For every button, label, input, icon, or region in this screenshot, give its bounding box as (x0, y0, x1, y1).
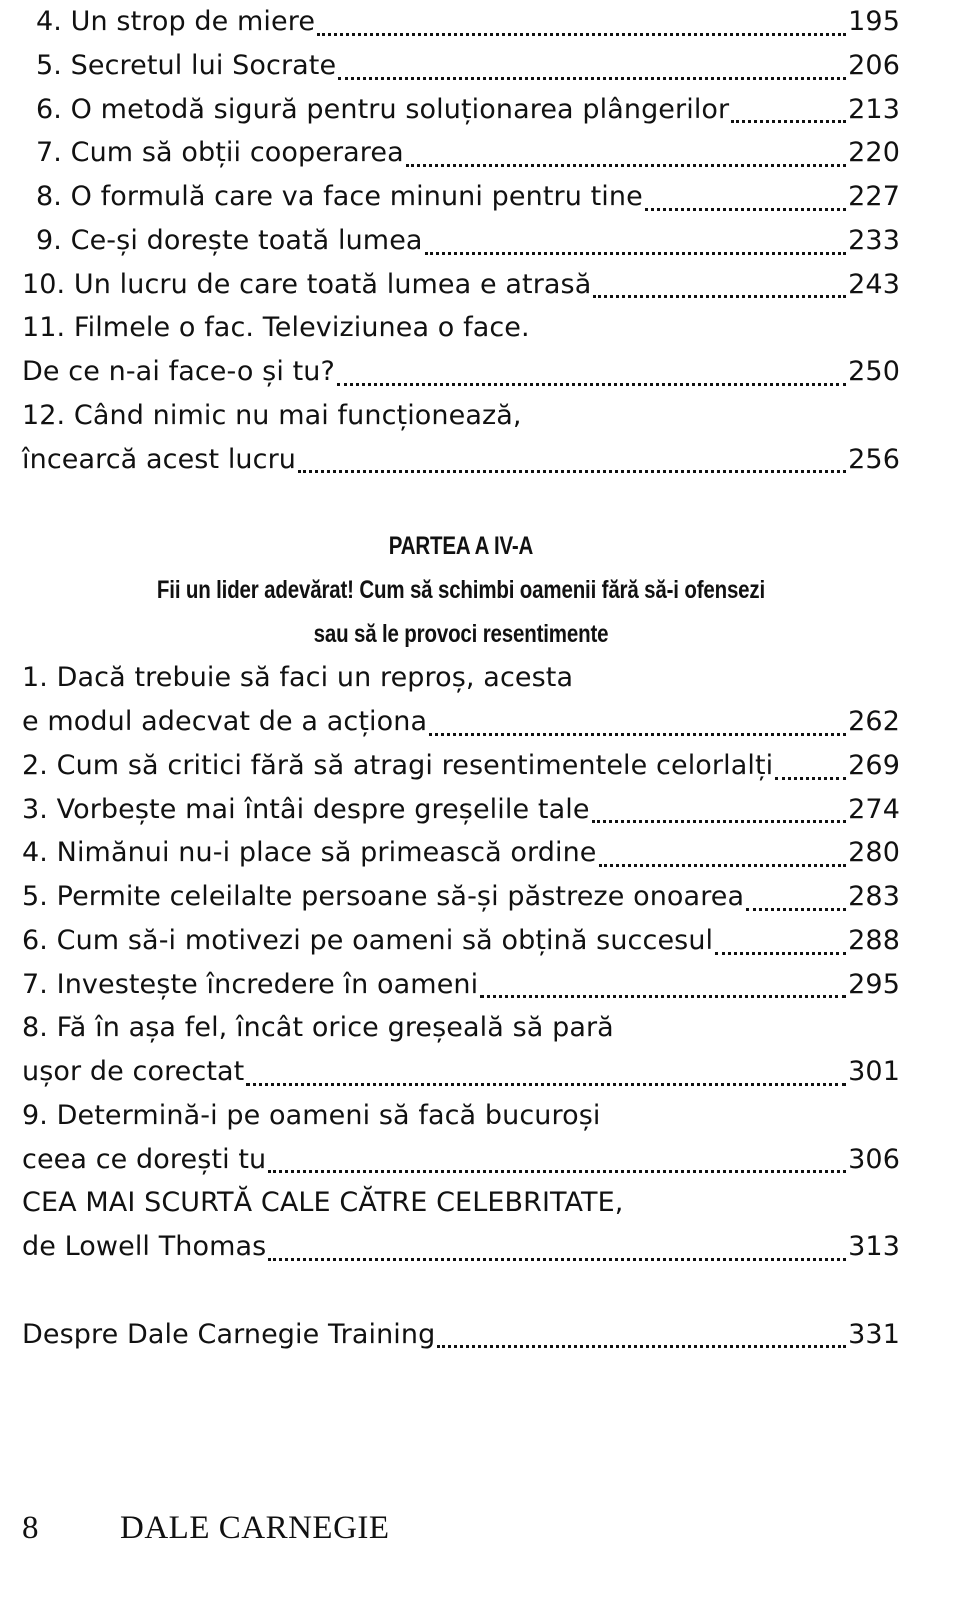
dot-leader (406, 151, 846, 171)
toc-section-end (22, 1313, 900, 1357)
toc-entry (22, 700, 900, 744)
toc-entry (22, 1094, 900, 1138)
table-of-contents (22, 0, 900, 1356)
page-footer (22, 1510, 390, 1547)
dot-leader (437, 1332, 846, 1352)
toc-entry-title: 4. Nimănui nu-i place să primească ordine (22, 837, 597, 869)
dot-leader (775, 764, 846, 784)
toc-entry (22, 263, 900, 307)
toc-entry-title: 7. Cum să obții cooperarea (36, 137, 404, 169)
page-number: 8 (22, 1510, 39, 1546)
toc-entry-title: 7. Investește încredere în oameni (22, 968, 479, 1000)
toc-entry (22, 219, 900, 263)
toc-entry-page-number: 288 (848, 924, 900, 956)
toc-entry (22, 131, 900, 175)
toc-entry-title: 8. Fă în așa fel, încât orice greșeală să pară (22, 1012, 614, 1044)
toc-entry (22, 875, 900, 919)
toc-entry-page-number: 227 (848, 181, 900, 212)
toc-entry-title: ușor de corectat (22, 1056, 245, 1087)
part-subtitle-line-2: sau să le provoci resentimente (313, 619, 609, 648)
dot-leader (338, 64, 846, 84)
toc-entry (22, 788, 900, 832)
toc-entry-page-number: 295 (848, 968, 900, 1000)
toc-entry-page-number: 233 (848, 224, 900, 256)
toc-entry-page-number: 313 (848, 1231, 900, 1262)
toc-entry-title: 6. Cum să-i motivezi pe oameni să obțină succesul (22, 924, 714, 956)
dot-leader (317, 20, 846, 40)
dot-leader (592, 807, 847, 827)
toc-entry (22, 0, 900, 44)
toc-entry-title: 5. Permite celeilalte persoane să-și păstreze onoarea (22, 881, 745, 912)
toc-entry-page-number: 269 (848, 749, 900, 781)
toc-entry-page-number: 243 (848, 268, 900, 300)
toc-entry (22, 438, 900, 482)
toc-entry-title: CEA MAI SCURTĂ CALE CĂTRE CELEBRITATE, (22, 1187, 624, 1219)
section-gap (22, 481, 900, 525)
dot-leader (268, 1245, 846, 1265)
dot-leader (645, 195, 846, 215)
toc-entry-page-number: 206 (848, 49, 900, 81)
toc-entry-title: ceea ce dorești tu (22, 1143, 267, 1175)
toc-entry (22, 919, 900, 963)
toc-entry-title: 5. Secretul lui Socrate (36, 49, 337, 81)
dot-leader (715, 939, 846, 959)
section-gap (22, 1269, 900, 1313)
toc-entry-title: Despre Dale Carnegie Training (22, 1318, 436, 1350)
toc-entry (22, 1050, 900, 1094)
toc-entry-page-number: 220 (848, 137, 900, 169)
dot-leader (337, 370, 846, 390)
dot-leader (298, 457, 846, 477)
toc-entry-page-number: 274 (848, 793, 900, 825)
toc-entry-title: 12. Când nimic nu mai funcționează, (22, 399, 522, 431)
toc-entry-page-number: 280 (848, 837, 900, 869)
toc-entry-page-number: 213 (848, 93, 900, 125)
toc-entry (22, 88, 900, 132)
toc-entry-page-number: 283 (848, 881, 900, 912)
dot-leader (246, 1070, 846, 1090)
toc-entry (22, 394, 900, 438)
toc-entry-title: 10. Un lucru de care toată lumea e atrasă (22, 268, 592, 300)
toc-entry-page-number: 250 (848, 356, 900, 387)
toc-entry (22, 1181, 900, 1225)
dot-leader (429, 720, 846, 740)
dot-leader (746, 895, 846, 915)
toc-entry-title: 3. Vorbește mai întâi despre greșelile tale (22, 793, 590, 825)
toc-entry (22, 831, 900, 875)
dot-leader (593, 282, 846, 302)
toc-entry-title: 9. Determină-i pe oameni să facă bucuroși (22, 1099, 601, 1131)
toc-entry-title: de Lowell Thomas (22, 1231, 267, 1262)
toc-entry-title: 4. Un strop de miere (36, 6, 316, 37)
toc-section-part-4 (22, 656, 900, 1269)
toc-entry-title: 11. Filmele o fac. Televiziunea o face. (22, 312, 530, 344)
toc-entry-page-number: 306 (848, 1143, 900, 1175)
dot-leader (731, 107, 846, 127)
toc-entry (22, 1006, 900, 1050)
dot-leader (425, 239, 847, 259)
toc-entry (22, 306, 900, 350)
toc-entry (22, 744, 900, 788)
part-title: PARTEA A IV-A (388, 532, 534, 560)
toc-entry (22, 1225, 900, 1269)
dot-leader (268, 1157, 846, 1177)
toc-entry-title: e modul adecvat de a acționa (22, 706, 428, 737)
toc-entry-page-number: 262 (848, 706, 900, 737)
toc-entry (22, 963, 900, 1007)
toc-entry (22, 175, 900, 219)
toc-entry (22, 656, 900, 700)
dot-leader (480, 982, 846, 1002)
toc-entry-title: 9. Ce-și dorește toată lumea (36, 224, 423, 256)
toc-entry (22, 350, 900, 394)
toc-entry (22, 1138, 900, 1182)
toc-entry-page-number: 256 (848, 443, 900, 475)
toc-entry (22, 44, 900, 88)
toc-section-top (22, 0, 900, 481)
toc-entry-title: 2. Cum să critici fără să atragi resentimentele celorlalți (22, 749, 774, 781)
toc-entry-title: 6. O metodă sigură pentru soluționarea plângerilor (36, 93, 730, 125)
toc-entry-title: 1. Dacă trebuie să faci un reproș, acesta (22, 662, 574, 694)
toc-entry-title: încearcă acest lucru (22, 443, 297, 475)
toc-entry-page-number: 331 (848, 1318, 900, 1350)
toc-entry-page-number: 301 (848, 1056, 900, 1087)
part-subtitle-line-1: Fii un lider adevărat! Cum să schimbi oamenii fără să-i ofensezi (156, 575, 766, 604)
toc-entry-title: De ce n-ai face-o și tu? (22, 356, 335, 387)
toc-entry-page-number: 195 (848, 6, 900, 37)
toc-entry (22, 1313, 900, 1357)
dot-leader (599, 851, 847, 871)
running-author: DALE CARNEGIE (120, 1510, 390, 1546)
toc-entry-title: 8. O formulă care va face minuni pentru tine (36, 181, 643, 212)
